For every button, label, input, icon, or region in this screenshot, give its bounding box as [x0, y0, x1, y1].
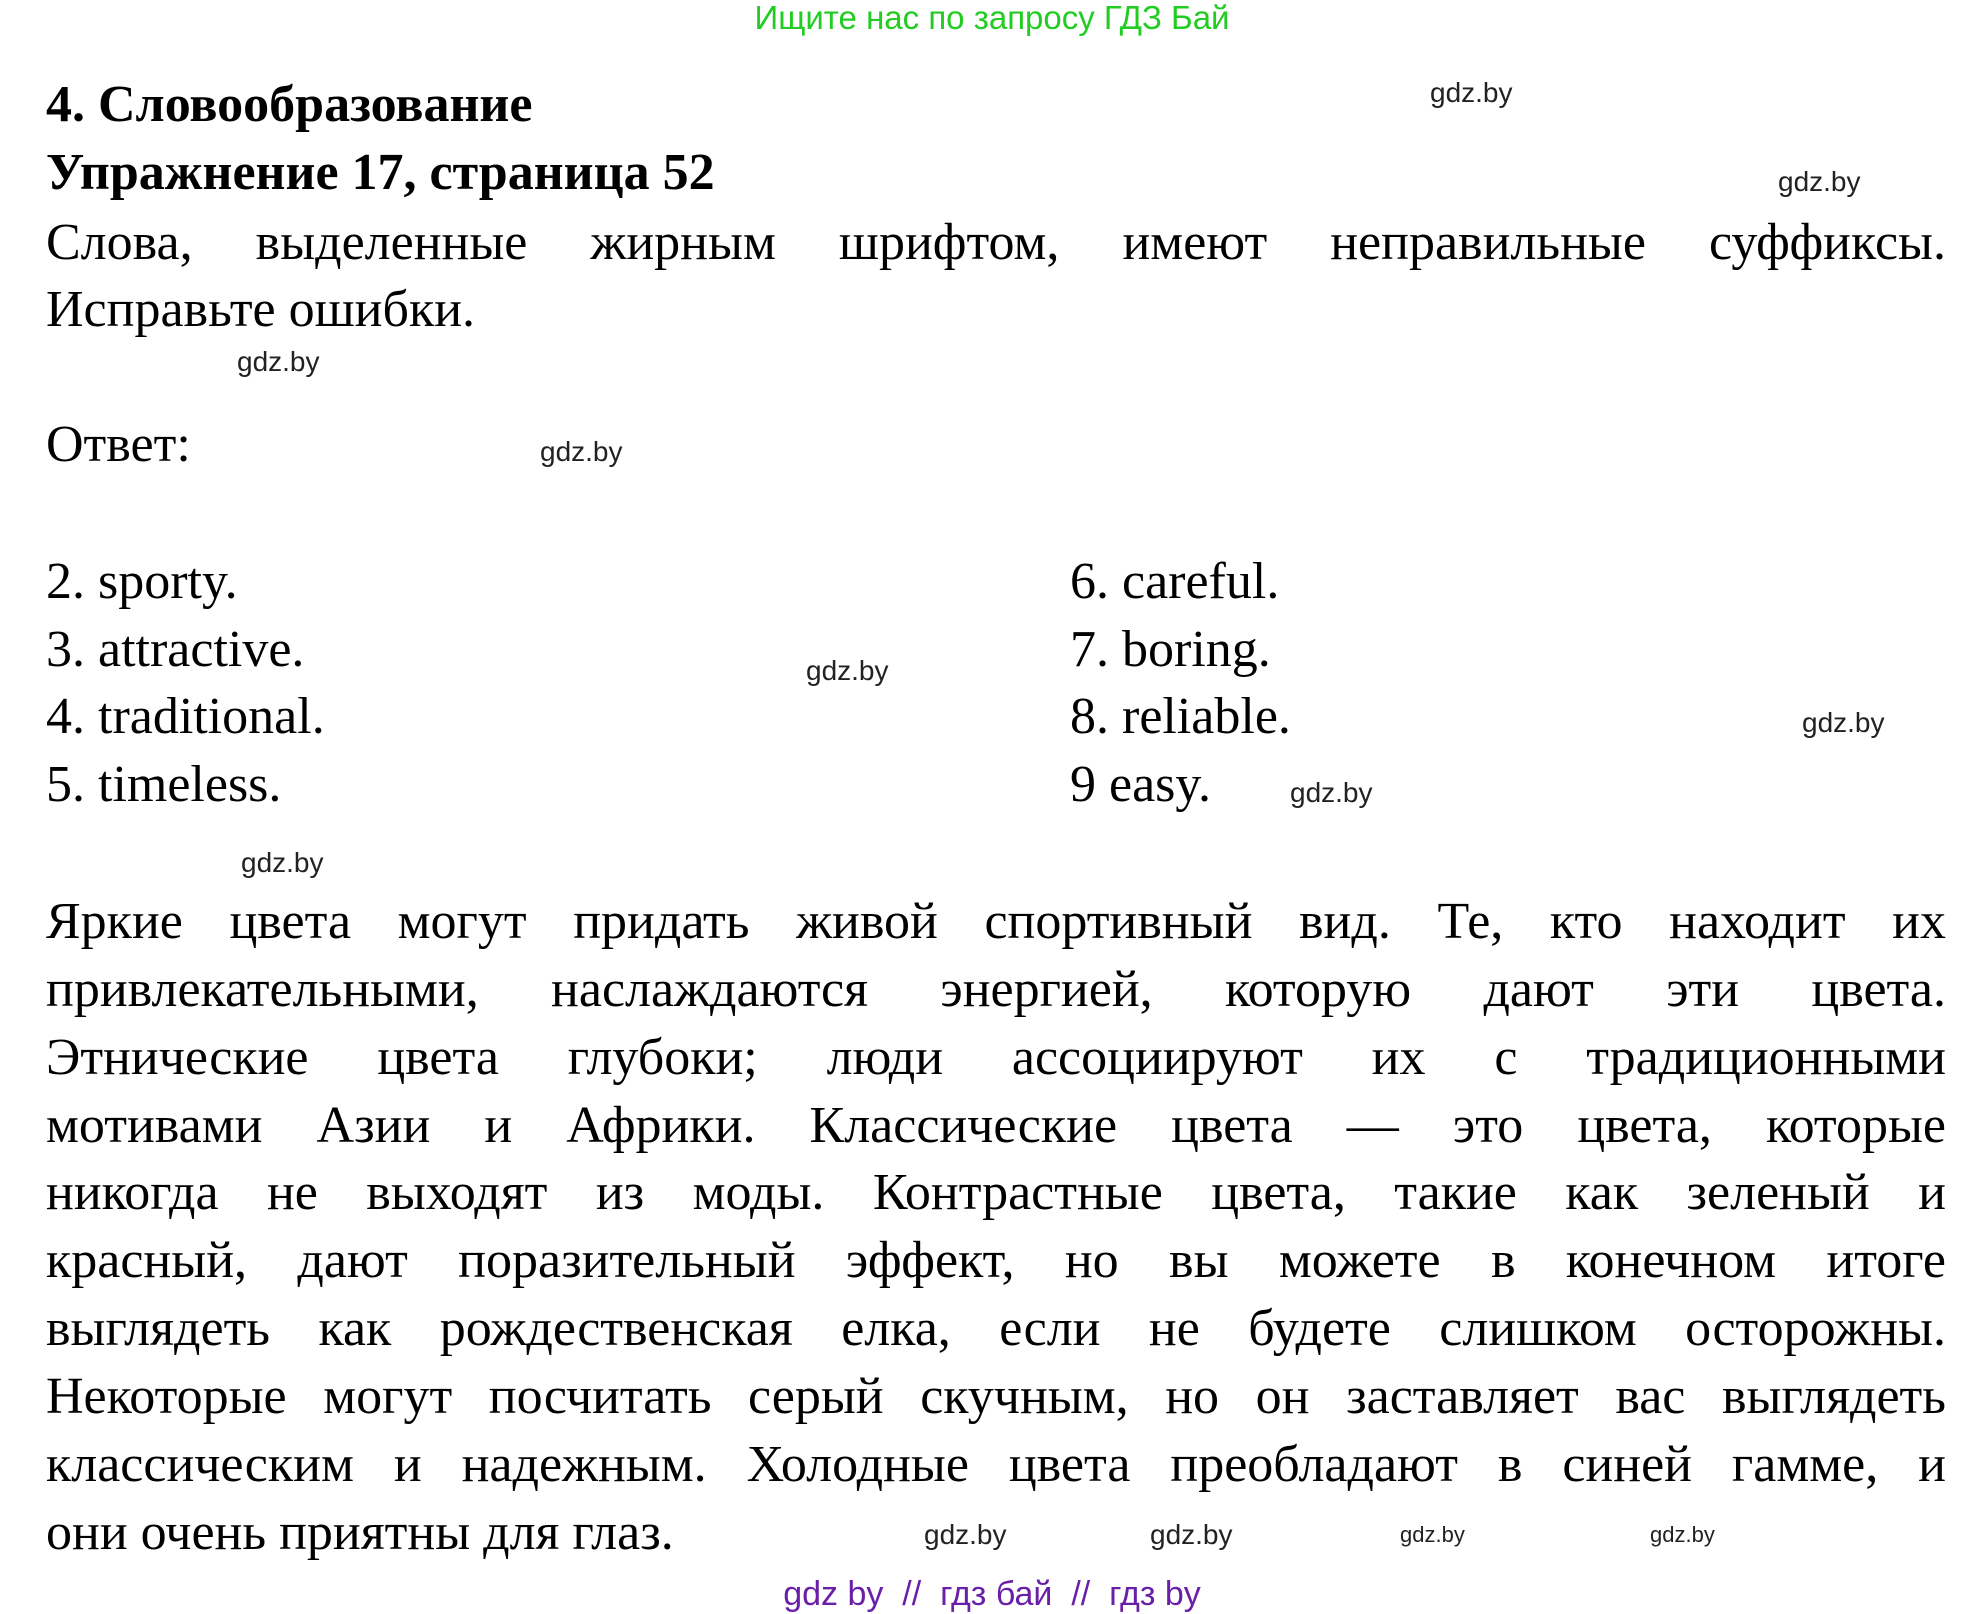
translation-line: классическим и надежным. Холодные цвета преобладают в синей гамме, и: [46, 1436, 1946, 1493]
translation-line: никогда не выходят из моды. Контрастные цвета, такие как зеленый и: [46, 1164, 1946, 1221]
translation-line: Некоторые могут посчитать серый скучным, но он заставляет вас выглядеть: [46, 1368, 1946, 1425]
answer-item: 6. careful.: [1070, 553, 1280, 610]
translation-line: красный, дают поразительный эффект, но вы можете в конечном итоге: [46, 1232, 1946, 1289]
translation-line: выглядеть как рождественская елка, если не будете слишком осторожны.: [46, 1300, 1946, 1357]
watermark: gdz.by: [1150, 1519, 1233, 1550]
answer-item: 4. traditional.: [46, 688, 325, 745]
footer-links: gdz by // гдз бай // гдз by: [783, 1575, 1201, 1613]
translation-line: они очень приятны для глаз.: [46, 1504, 674, 1561]
watermark: gdz.by: [540, 436, 623, 467]
watermark: gdz.by: [1430, 77, 1513, 108]
translation-line: привлекательными, наслаждаются энергией, которую дают эти цвета.: [46, 961, 1946, 1018]
translation-line: мотивами Азии и Африки. Классические цвета — это цвета, которые: [46, 1097, 1946, 1154]
translation-line: Этнические цвета глубоки; люди ассоциируют их с традиционными: [46, 1029, 1946, 1086]
answer-label: Ответ:: [46, 416, 191, 473]
section-title: 4. Словообразование: [46, 76, 533, 133]
watermark: gdz.by: [1400, 1522, 1465, 1547]
watermark: gdz.by: [1650, 1522, 1715, 1547]
task-line: Слова, выделенные жирным шрифтом, имеют неправильные суффиксы.: [46, 214, 1946, 271]
answer-item: 3. attractive.: [46, 621, 305, 678]
answer-item: 7. boring.: [1070, 621, 1271, 678]
task-line: Исправьте ошибки.: [46, 281, 476, 338]
watermark: gdz.by: [1802, 707, 1885, 738]
watermark: gdz.by: [241, 847, 324, 878]
answer-item: 9 easy.: [1070, 756, 1212, 813]
search-banner: Ищите нас по запросу ГДЗ Бай: [754, 0, 1230, 36]
answer-item: 2. sporty.: [46, 553, 238, 610]
watermark: gdz.by: [1290, 777, 1373, 808]
watermark: gdz.by: [924, 1519, 1007, 1550]
exercise-title: Упражнение 17, страница 52: [46, 144, 715, 201]
translation-line: Яркие цвета могут придать живой спортивный вид. Те, кто находит их: [46, 893, 1946, 950]
answer-item: 8. reliable.: [1070, 688, 1291, 745]
watermark: gdz.by: [1778, 166, 1861, 197]
answer-item: 5. timeless.: [46, 756, 282, 813]
watermark: gdz.by: [237, 346, 320, 377]
watermark: gdz.by: [806, 655, 889, 686]
